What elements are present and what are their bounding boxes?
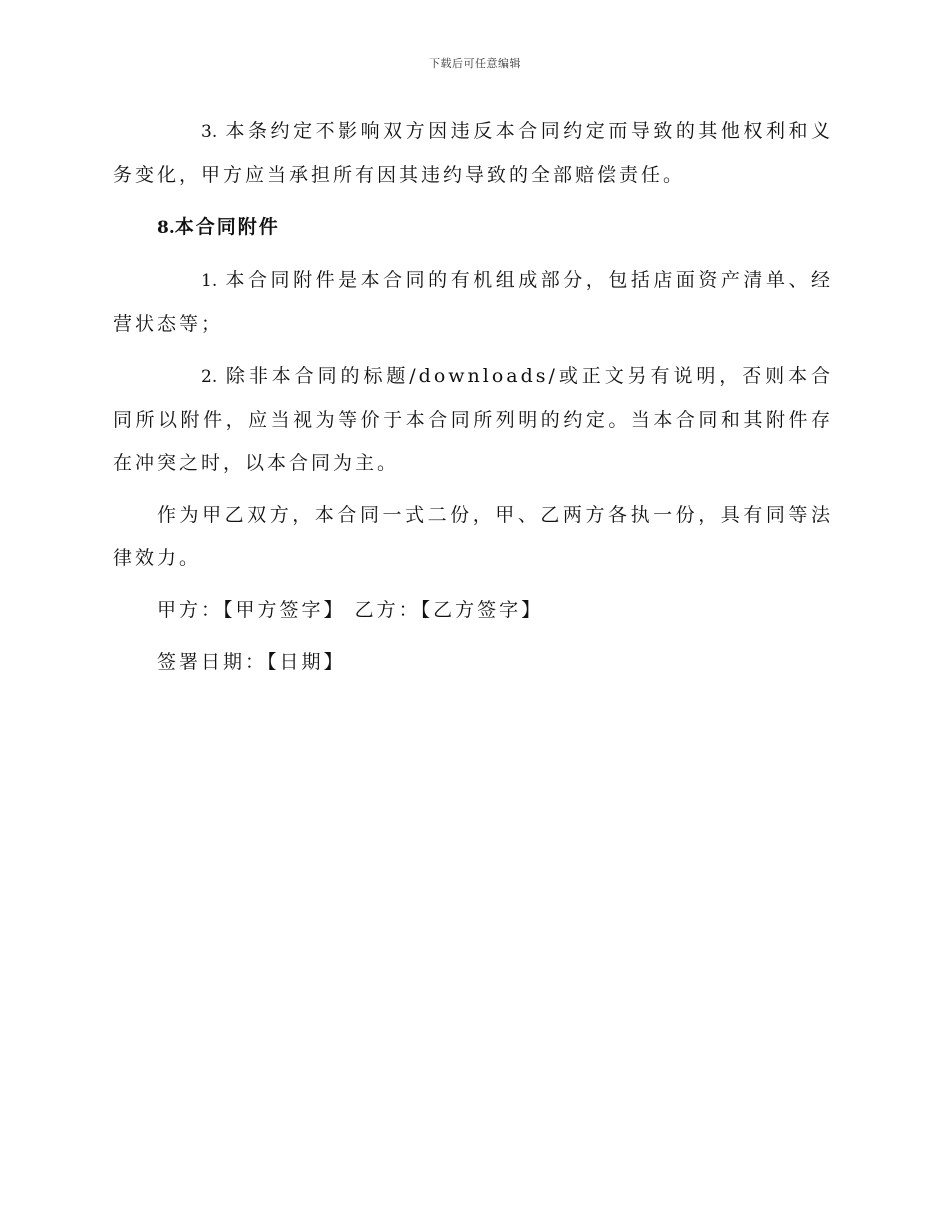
header-note: 下载后可任意编辑 — [429, 57, 521, 70]
party-a-signature: 【甲方签字】 — [223, 599, 346, 621]
clause-8-2 — [113, 355, 833, 485]
clause-8-1 — [113, 259, 833, 346]
clause-8-1-number: 1. — [201, 271, 218, 291]
section-8-heading — [113, 206, 833, 250]
section-8-title: 本合同附件 — [174, 216, 280, 238]
signature-line — [113, 589, 833, 632]
document-body — [113, 110, 833, 693]
clause-3-number: 3. — [201, 122, 218, 142]
date-value: 【日期】 — [267, 651, 346, 673]
party-b-label: 乙方： — [354, 599, 421, 621]
date-label: 签署日期： — [157, 651, 268, 673]
clause-8-2-text: 除非本合同的标题/downloads/或正文另有说明，否则本合同所以附件，应当视为等价于本合同所列明的约定。当本合同和其附件存在冲突之时，以本合同为主。 — [113, 365, 833, 474]
closing-paragraph: 作为甲乙双方，本合同一式二份，甲、乙两方各执一份，具有同等法律效力。 — [113, 504, 833, 569]
clause-8-2-number: 2. — [201, 367, 218, 387]
clause-3-text: 本条约定不影响双方因违反本合同约定而导致的其他权利和义务变化，甲方应当承担所有因其违约导致的全部赔偿责任。 — [113, 120, 833, 186]
clause-8-1-text: 本合同附件是本合同的有机组成部分，包括店面资产清单、经营状态等； — [113, 269, 833, 335]
date-line — [113, 641, 833, 684]
clause-3 — [113, 110, 833, 197]
party-a-label: 甲方： — [157, 599, 224, 621]
section-8-number: 8. — [157, 218, 175, 238]
party-b-signature: 【乙方签字】 — [420, 599, 544, 621]
